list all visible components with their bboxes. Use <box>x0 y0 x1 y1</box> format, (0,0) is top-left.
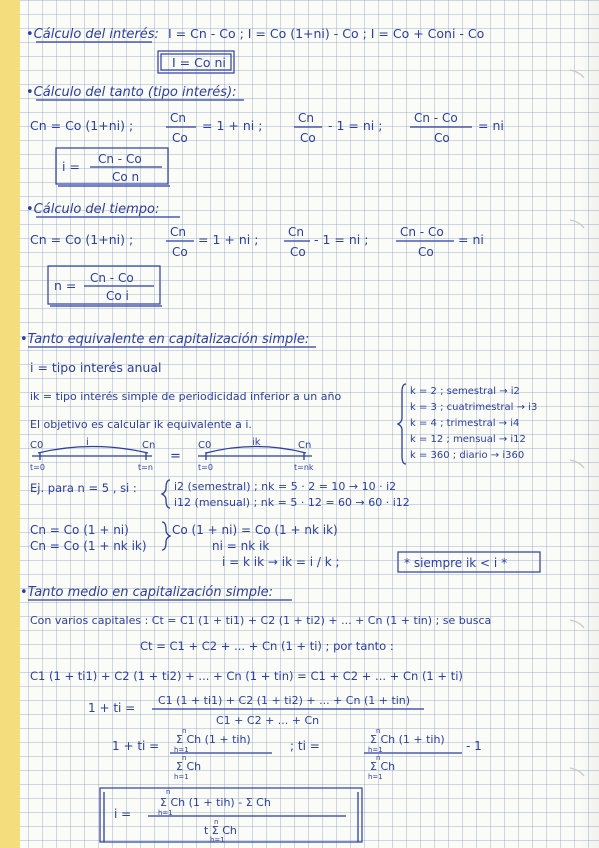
bracket-item: k = 3 ; cuatrimestral → i3 <box>410 402 538 413</box>
ring-marks <box>570 70 584 776</box>
sum-lower: h=1 <box>210 836 225 844</box>
example-row: i12 (mensual) ; nk = 5 · 12 = 60 → 60 · i12 <box>174 496 410 509</box>
formula-term: ; ti = <box>290 739 320 753</box>
fraction-den: Co <box>434 131 450 145</box>
box-lhs: i = <box>62 159 80 174</box>
heading-equivalent: •Tanto equivalente en capitalización simple: <box>20 332 310 347</box>
fraction-den: Co <box>172 131 188 145</box>
boxed-result: I = Co ni <box>172 55 226 70</box>
ring-mark <box>570 768 584 776</box>
bracket-item: k = 2 ; semestral → i2 <box>410 386 520 397</box>
timeline-label: i <box>86 437 89 448</box>
timeline-label: t=0 <box>198 463 213 472</box>
fraction-den: t Σ Ch <box>204 824 237 837</box>
brace <box>398 384 406 464</box>
timeline-label: t=0 <box>30 463 45 472</box>
bracket-item: k = 4 ; trimestral → i4 <box>410 418 520 429</box>
sum-upper: n <box>214 818 219 826</box>
section-interest <box>26 26 484 73</box>
equals-sign: = <box>170 449 181 464</box>
fraction-den: Co <box>290 245 306 259</box>
derivation-step: i = k ik → ik = i / k ; <box>222 555 340 569</box>
sum-upper: n <box>376 754 381 762</box>
section-mean-rate <box>20 585 491 844</box>
sum-upper: n <box>182 727 187 735</box>
fraction-num: Cn - Co <box>90 271 134 285</box>
formula-line: Ct = C1 + C2 + ... + Cn (1 + ti) ; por tanto : <box>140 639 394 653</box>
objective-line: El objetivo es calcular ik equivalente a i. <box>30 418 252 431</box>
formula-line: Con varios capitales : Ct = C1 (1 + ti1) + C2 (1 + ti2) + ... + Cn (1 + tin) ; se busca <box>30 614 492 627</box>
fraction-den: C1 + C2 + ... + Cn <box>216 714 320 727</box>
timeline-label: C0 <box>30 440 44 451</box>
brace <box>162 480 170 508</box>
heading-mean-rate: •Tanto medio en capitalización simple: <box>20 585 274 600</box>
box-lhs: i = <box>114 807 132 821</box>
formula-line: C1 (1 + ti1) + C2 (1 + ti2) + ... + Cn (1 + tin) = C1 + C2 + ... + Cn (1 + ti) <box>30 669 463 683</box>
formula-term: - 1 <box>466 739 482 753</box>
timeline-subperiod <box>198 437 314 472</box>
formula-term: Cn = Co (1+ni) ; <box>30 232 134 247</box>
box-lhs: n = <box>54 278 77 293</box>
timeline-annual <box>30 437 155 472</box>
section-equivalent-rate <box>20 332 540 572</box>
fraction-den: Σ Ch <box>176 760 202 773</box>
timeline-label: t=nk <box>294 463 314 472</box>
timeline-arc <box>38 447 148 454</box>
brace <box>162 522 170 550</box>
sum-upper: n <box>376 727 381 735</box>
example-row: i2 (semestral) ; nk = 5 · 2 = 10 → 10 · i2 <box>174 480 397 493</box>
section-rate <box>26 85 504 186</box>
formula-line: I = Cn - Co ; I = Co (1+ni) - Co ; I = Co + Coni - Co <box>168 26 485 41</box>
heading-rate: •Cálculo del tanto (tipo interés): <box>26 85 237 100</box>
boxed-result: * siempre ik < i * <box>404 556 508 570</box>
sum-upper: n <box>166 788 171 796</box>
timeline-label: ik <box>252 437 261 448</box>
system-equation: Cn = Co (1 + nk ik) <box>30 539 147 553</box>
definition-line: ik = tipo interés simple de periodicidad inferior a un año <box>30 390 342 403</box>
fraction-num: Cn <box>170 225 186 239</box>
ring-mark <box>570 70 584 78</box>
definition-line: i = tipo interés anual <box>30 360 162 375</box>
timeline-label: C0 <box>198 440 212 451</box>
heading-time: •Cálculo del tiempo: <box>26 202 160 217</box>
fraction-num: C1 (1 + ti1) + C2 (1 + ti2) + ... + Cn (1 + tin) <box>158 694 411 707</box>
fraction-num: Cn <box>298 111 314 125</box>
example-label: Ej. para n = 5 , si : <box>30 481 137 495</box>
heading-interest: •Cálculo del interés: <box>26 27 159 42</box>
derivation-step: ni = nk ik <box>212 539 270 553</box>
ring-mark <box>570 460 584 468</box>
formula-term: - 1 = ni ; <box>328 118 383 133</box>
fraction-lhs: 1 + ti = <box>112 739 160 753</box>
formula-term: - 1 = ni ; <box>314 232 369 247</box>
bracket-item: k = 12 ; mensual → i12 <box>410 434 526 445</box>
fraction-num: Cn - Co <box>400 225 444 239</box>
sum-lower: h=1 <box>368 746 383 754</box>
fraction-num: Cn <box>288 225 304 239</box>
fraction-num: Σ Ch (1 + tih) <box>370 733 445 746</box>
fraction-den: Co <box>418 245 434 259</box>
formula-term: Cn = Co (1+ni) ; <box>30 118 134 133</box>
timeline-label: Cn <box>142 440 156 451</box>
fraction-num: Cn - Co <box>414 111 458 125</box>
section-time <box>26 202 484 306</box>
fraction-num: Σ Ch (1 + tih) <box>176 733 251 746</box>
sum-lower: h=1 <box>368 773 383 781</box>
fraction-num: Cn - Co <box>98 152 142 166</box>
sum-lower: h=1 <box>174 773 189 781</box>
fraction-num: Σ Ch (1 + tih) - Σ Ch <box>160 796 271 809</box>
bracket-item: k = 360 ; diario → i360 <box>410 450 525 461</box>
formula-term: = 1 + ni ; <box>202 118 263 133</box>
fraction-den: Co <box>172 245 188 259</box>
ring-mark <box>570 220 584 228</box>
timeline-label: Cn <box>298 440 312 451</box>
fraction-den: Σ Ch <box>370 760 396 773</box>
timeline-label: t=n <box>138 463 153 472</box>
formula-term: = ni <box>458 232 484 247</box>
ring-mark <box>570 620 584 628</box>
fraction-den: Co <box>300 131 316 145</box>
formula-term: = ni <box>478 118 504 133</box>
fraction-num: Cn <box>170 111 186 125</box>
fraction-lhs: 1 + ti = <box>88 701 136 715</box>
system-equation: Cn = Co (1 + ni) <box>30 523 129 537</box>
formula-term: = 1 + ni ; <box>198 232 259 247</box>
sum-upper: n <box>182 754 187 762</box>
derivation-step: Co (1 + ni) = Co (1 + nk ik) <box>172 523 338 537</box>
fraction-den: Co i <box>106 289 129 303</box>
sum-lower: h=1 <box>158 809 173 817</box>
fraction-den: Co n <box>112 170 140 184</box>
sum-lower: h=1 <box>174 746 189 754</box>
